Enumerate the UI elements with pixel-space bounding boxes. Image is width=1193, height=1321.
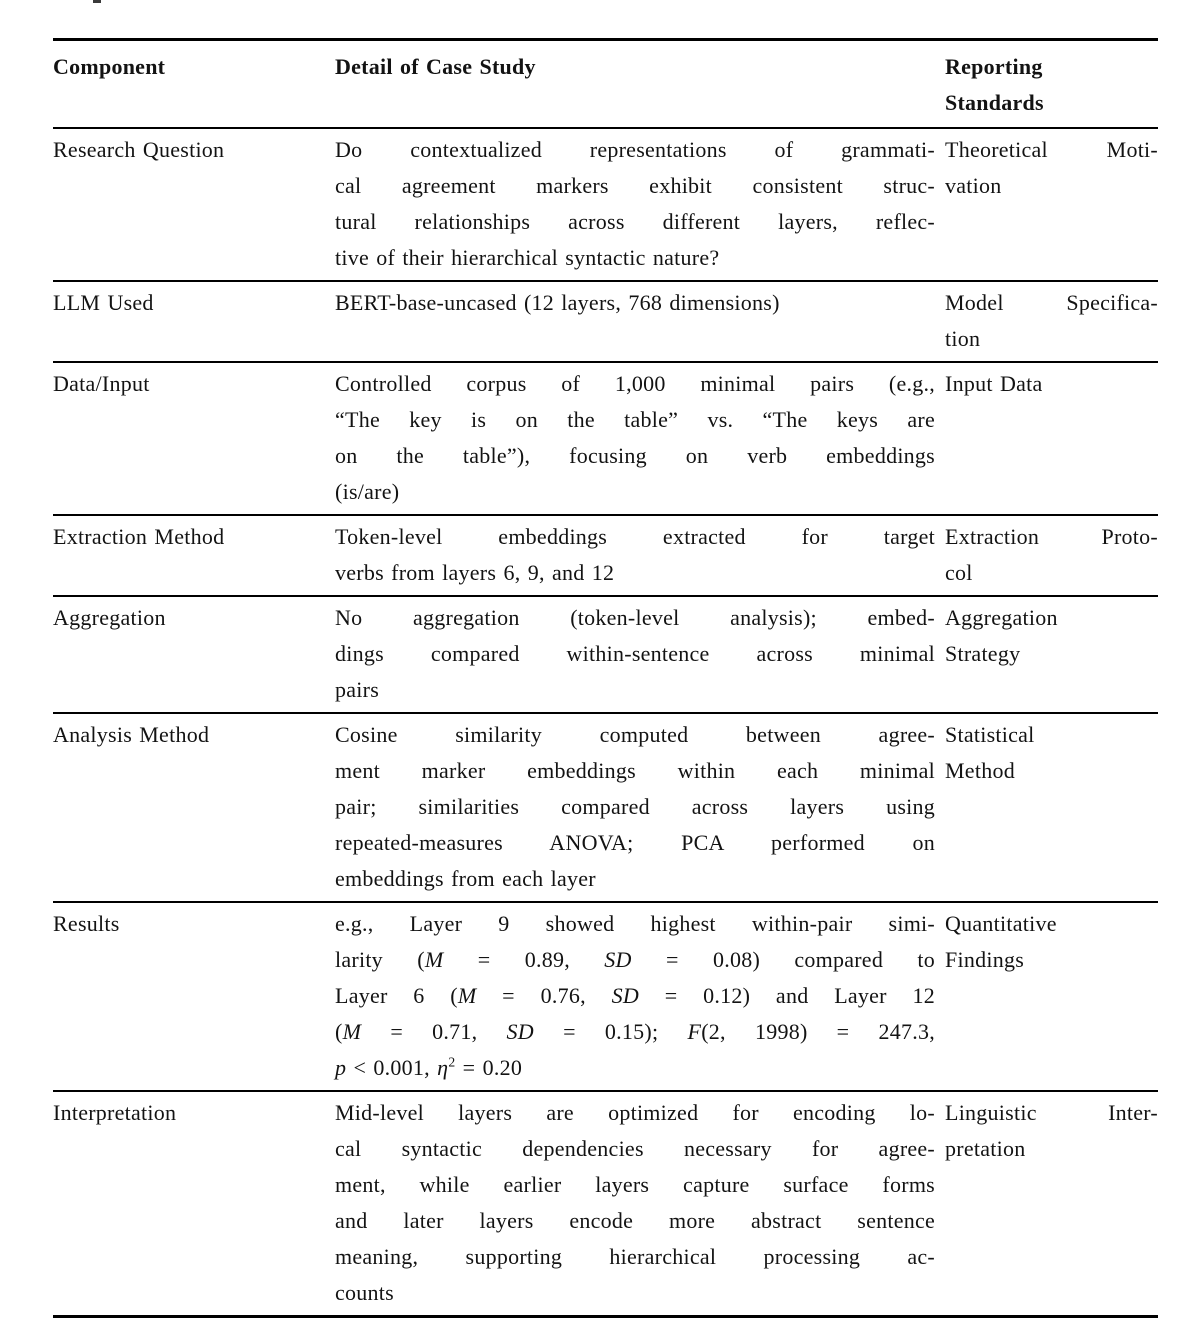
reporting-standards-cell [945, 285, 1158, 357]
text-line: Interpretation [53, 1100, 177, 1125]
math-variable: F [687, 1019, 702, 1044]
cropped-caption-fragment [93, 0, 101, 3]
text-line: Standards [945, 90, 1044, 115]
text-line: Strategy [945, 641, 1021, 666]
table-row [53, 516, 1158, 595]
reporting-standards-cell [945, 1095, 1158, 1167]
table-header-row [53, 41, 1158, 127]
case-study-table [53, 38, 1158, 1318]
text-line: Mid-level layers are optimized for encoding lo- [335, 1100, 935, 1125]
text-line: embeddings from each layer [335, 866, 596, 891]
text-line: Results [53, 911, 120, 936]
text-line: Token-level embeddings extracted for target [335, 524, 935, 549]
text-line: Data/Input [53, 371, 150, 396]
component-cell [53, 906, 335, 942]
text-segment: larity ( [335, 947, 425, 972]
reporting-standards-cell [945, 906, 1158, 978]
text-segment: (2, 1998) = 247.3, [701, 1019, 935, 1044]
component-cell [53, 717, 335, 753]
text-line [335, 942, 935, 978]
table-row [53, 363, 1158, 514]
text-line: Theoretical Moti- [945, 137, 1158, 162]
text-line: col [945, 560, 973, 585]
detail-cell [335, 132, 935, 276]
text-line: ment marker embeddings within each minimal [335, 758, 935, 783]
text-segment: Layer 6 ( [335, 983, 458, 1008]
table-body [53, 129, 1158, 1315]
math-variable: SD [506, 1019, 534, 1044]
header-detail [335, 49, 935, 85]
table-row [53, 714, 1158, 901]
reporting-standards-cell [945, 366, 1158, 402]
text-line: dings compared within-sentence across minimal [335, 641, 935, 666]
reporting-standards-cell [945, 519, 1158, 591]
text-line [335, 1050, 935, 1086]
math-variable: SD [611, 983, 639, 1008]
text-segment: = 0.76, [476, 983, 612, 1008]
text-line: Quantitative [945, 911, 1057, 936]
text-line: Aggregation [53, 605, 166, 630]
text-line: Research Question [53, 137, 225, 162]
header-component [53, 49, 335, 85]
text-line: Extraction Method [53, 524, 225, 549]
detail-cell [335, 1095, 935, 1311]
text-segment: = 0.08) compared to [631, 947, 935, 972]
text-line: Extraction Proto- [945, 524, 1158, 549]
text-line [335, 1014, 935, 1050]
text-line: cal agreement markers exhibit consistent struc- [335, 173, 935, 198]
text-line: Aggregation [945, 605, 1058, 630]
text-line: cal syntactic dependencies necessary for agree- [335, 1136, 935, 1161]
reporting-standards-cell [945, 132, 1158, 204]
text-line: pairs [335, 677, 380, 702]
text-line: LLM Used [53, 290, 154, 315]
table-row [53, 1092, 1158, 1315]
text-line: Model Specifica- [945, 290, 1158, 315]
text-line: ment, while earlier layers capture surface forms [335, 1172, 935, 1197]
detail-cell [335, 366, 935, 510]
text-line: Component [53, 54, 166, 79]
text-segment: ( [335, 1019, 343, 1044]
detail-cell [335, 906, 935, 1086]
component-cell [53, 285, 335, 321]
text-line: Controlled corpus of 1,000 minimal pairs (e.g., [335, 371, 935, 396]
text-line: Detail of Case Study [335, 54, 536, 79]
text-line [335, 978, 935, 1014]
table-row [53, 597, 1158, 712]
text-line: (is/are) [335, 479, 400, 504]
text-line: tion [945, 326, 981, 351]
component-cell [53, 1095, 335, 1131]
math-variable: SD [604, 947, 632, 972]
text-line: and later layers encode more abstract sentence [335, 1208, 935, 1233]
detail-cell [335, 519, 935, 591]
text-line: pretation [945, 1136, 1026, 1161]
text-line: Analysis Method [53, 722, 210, 747]
math-variable: η [437, 1055, 449, 1080]
superscript: 2 [448, 1054, 456, 1070]
table-row [53, 903, 1158, 1090]
component-cell [53, 132, 335, 168]
detail-cell [335, 717, 935, 897]
text-line: Do contextualized representations of grammati- [335, 137, 935, 162]
text-line: No aggregation (token-level analysis); embed- [335, 605, 935, 630]
text-line: tive of their hierarchical syntactic nature? [335, 245, 720, 270]
text-line: repeated-measures ANOVA; PCA performed on [335, 830, 935, 855]
text-segment: = 0.15); [533, 1019, 688, 1044]
detail-cell [335, 600, 935, 708]
text-segment: < 0.001, [346, 1055, 438, 1080]
component-cell [53, 519, 335, 555]
text-line: BERT-base-uncased (12 layers, 768 dimensions) [335, 290, 780, 315]
text-line: Method [945, 758, 1015, 783]
detail-cell [335, 285, 935, 321]
table-row [53, 282, 1158, 361]
text-line: pair; similarities compared across layers using [335, 794, 935, 819]
text-line: meaning, supporting hierarchical processing ac- [335, 1244, 935, 1269]
text-line: vation [945, 173, 1002, 198]
table-bottom-rule [53, 1315, 1158, 1318]
text-segment: = 0.71, [361, 1019, 507, 1044]
text-line: Cosine similarity computed between agree- [335, 722, 935, 747]
math-variable: M [342, 1019, 362, 1044]
text-line: tural relationships across different layers, reflec- [335, 209, 935, 234]
text-line: Statistical [945, 722, 1035, 747]
text-segment: = 0.12) and Layer 12 [638, 983, 935, 1008]
text-line: Input Data [945, 371, 1043, 396]
table-row [53, 129, 1158, 280]
math-variable: p [335, 1055, 347, 1080]
component-cell [53, 600, 335, 636]
text-line: e.g., Layer 9 showed highest within-pair simi- [335, 911, 935, 936]
text-line: counts [335, 1280, 394, 1305]
text-segment: = 0.20 [455, 1055, 523, 1080]
component-cell [53, 366, 335, 402]
text-line: verbs from layers 6, 9, and 12 [335, 560, 615, 585]
math-variable: M [457, 983, 477, 1008]
reporting-standards-cell [945, 717, 1158, 789]
text-segment: = 0.89, [443, 947, 605, 972]
text-line: Reporting [945, 54, 1043, 79]
text-line: Linguistic Inter- [945, 1100, 1158, 1125]
text-line: Findings [945, 947, 1025, 972]
reporting-standards-cell [945, 600, 1158, 672]
math-variable: M [424, 947, 444, 972]
text-line: “The key is on the table” vs. “The keys are [335, 407, 935, 432]
text-line: on the table”), focusing on verb embeddings [335, 443, 935, 468]
header-reporting [945, 49, 1158, 121]
